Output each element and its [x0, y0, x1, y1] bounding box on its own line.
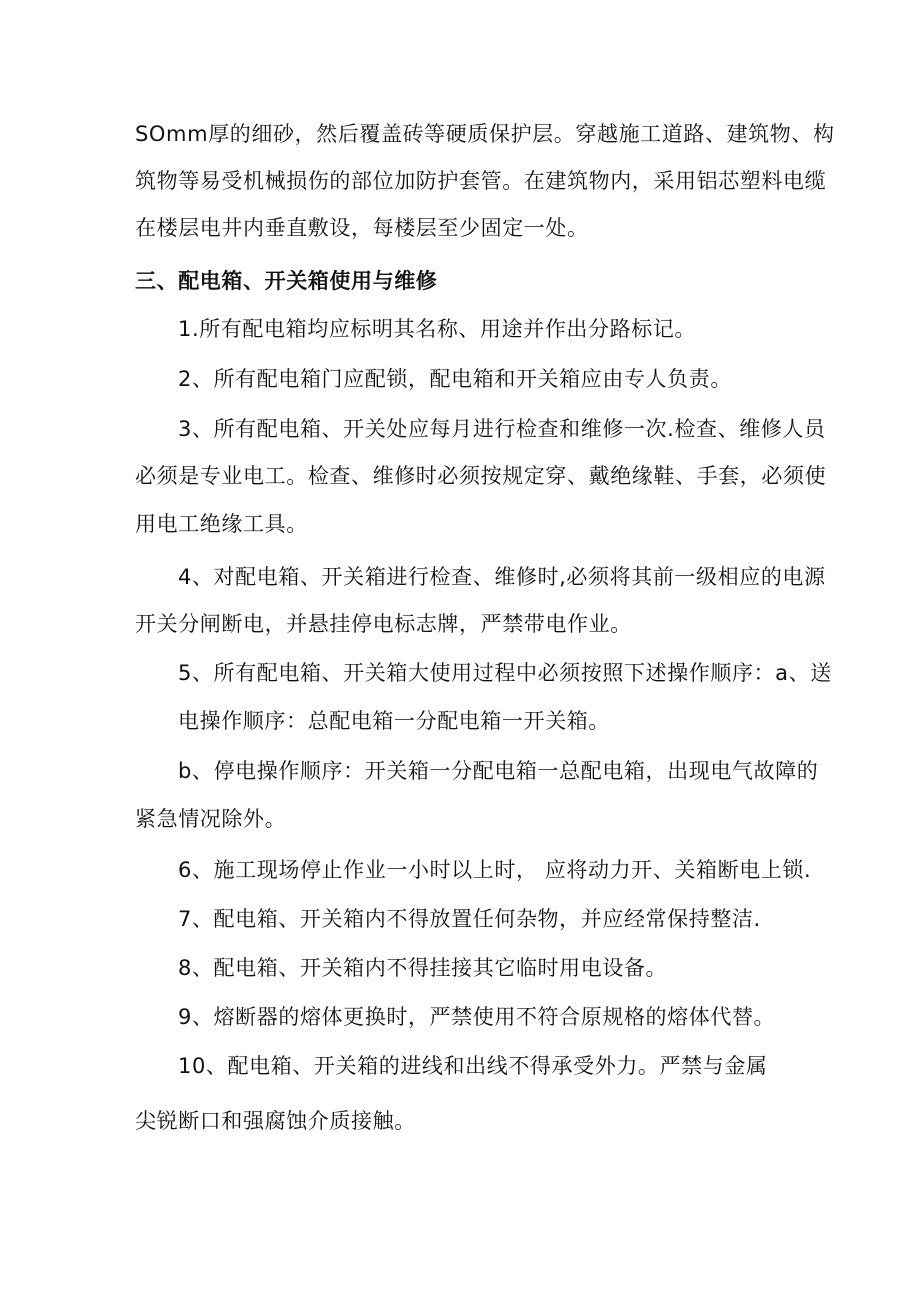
- item-3-line-1: 3、所有配电箱、开关处应每月进行检查和维修一次.检查、维修人员: [178, 417, 826, 441]
- item-1-line-1: 1.所有配电箱均应标明其名称、用途并作出分路标记。: [178, 317, 697, 341]
- item-6-line-1: 6、施工现场停止作业一小时以上时， 应将动力开、关箱断电上锁.: [178, 858, 812, 882]
- item-7-line-1: 7、配电箱、开关箱内不得放置任何杂物，并应经常保持整洁.: [178, 907, 761, 931]
- paragraph-line-2: 筑物等易受机械损伤的部位加防护套管。在建筑物内，采用铝芯塑料电缆: [135, 169, 827, 193]
- paragraph-line-3: 在楼层电井内垂直敷设，每楼层至少固定一处。: [135, 216, 589, 240]
- item-2-line-1: 2、所有配电箱门应配锁，配电箱和开关箱应由专人负责。: [178, 367, 732, 391]
- item-10-line-2: 尖锐断口和强腐蚀介质接触。: [135, 1109, 416, 1133]
- item-5b-line-2: 紧急情况除外。: [135, 807, 287, 831]
- item-5-line-1: 5、所有配电箱、开关箱大使用过程中必须按照下述操作顺序：a、送: [178, 661, 832, 685]
- item-10-line-1: 10、配电箱、开关箱的进线和出线不得承受外力。严禁与金属: [178, 1054, 768, 1078]
- item-5-line-2: 电操作顺序：总配电箱一分配电箱一开关箱。: [178, 709, 610, 733]
- item-9-line-1: 9、熔断器的熔体更换时，严禁使用不符合原规格的熔体代替。: [178, 1005, 776, 1029]
- paragraph-line-1: SOmm厚的细砂，然后覆盖砖等硬质保护层。穿越施工道路、建筑物、构: [135, 122, 835, 146]
- item-3-line-2: 必须是专业电工。检查、维修时必须按规定穿、戴绝缘鞋、手套，必须使: [135, 464, 827, 488]
- item-3-line-3: 用电工绝缘工具。: [135, 512, 308, 536]
- item-4-line-1: 4、对配电箱、开关箱进行检查、维修时,必须将其前一级相应的电源: [178, 565, 826, 589]
- section-heading: 三、配电箱、开关箱使用与维修: [135, 269, 438, 293]
- item-5b-line-1: b、停电操作顺序：开关箱一分配电箱一总配电箱，出现电气故障的: [178, 759, 819, 783]
- item-4-line-2: 开关分闸断电，并悬挂停电标志牌，严禁带电作业。: [135, 612, 632, 636]
- item-8-line-1: 8、配电箱、开关箱内不得挂接其它临时用电设备。: [178, 956, 668, 980]
